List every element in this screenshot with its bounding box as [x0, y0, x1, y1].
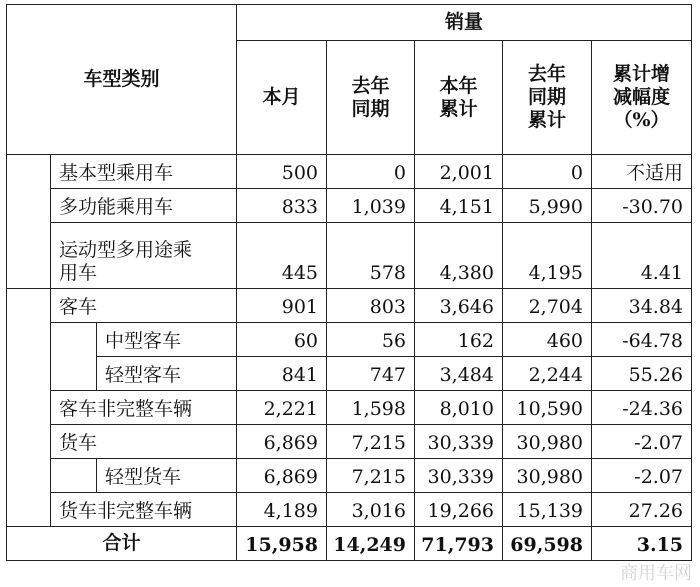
col-header-last-year-month — [327, 41, 415, 155]
table-row — [7, 223, 692, 289]
indent-cell — [51, 459, 97, 493]
row-label — [51, 223, 237, 289]
cell-value: 0 — [503, 155, 592, 189]
cell-value: 2,001 — [415, 155, 503, 189]
table-row — [7, 391, 692, 425]
total-value: 14,249 — [327, 527, 415, 561]
total-value: 15,958 — [237, 527, 327, 561]
col-header-line: 本月 — [262, 86, 301, 109]
row-label-line: 运动型多用途乘 — [59, 239, 193, 262]
total-row — [7, 527, 692, 561]
col-header-this-month — [237, 41, 327, 155]
col-header-line: 本年 — [439, 74, 478, 97]
cell-value: 460 — [503, 323, 592, 357]
cell-value: -24.36 — [592, 391, 692, 425]
cell-value: 3,646 — [415, 289, 503, 323]
row-label: 客车非完整车辆 — [51, 391, 237, 425]
cell-value: 4,195 — [503, 223, 592, 289]
cell-value: 60 — [237, 323, 327, 357]
col-header-line: 减幅度 — [613, 86, 671, 109]
cell-value: 7,215 — [327, 425, 415, 459]
table-row — [7, 459, 692, 493]
row-label-line: 用车 — [59, 262, 98, 285]
category-header: 车型类别 — [7, 5, 237, 155]
row-label: 基本型乘用车 — [51, 155, 237, 189]
cell-value: 34.84 — [592, 289, 692, 323]
col-header-line: 去年 — [527, 63, 566, 86]
cell-value: 30,980 — [503, 425, 592, 459]
col-header-line: 同期 — [351, 97, 390, 120]
cell-value: 3,016 — [327, 493, 415, 527]
cell-value: 10,590 — [503, 391, 592, 425]
cell-value: 4,151 — [415, 189, 503, 223]
cell-value: 445 — [237, 223, 327, 289]
cell-value: 6,869 — [237, 425, 327, 459]
table-row — [7, 425, 692, 459]
cell-value: 162 — [415, 323, 503, 357]
cell-value: 30,980 — [503, 459, 592, 493]
cell-value: 19,266 — [415, 493, 503, 527]
group-commercial — [7, 289, 51, 527]
cell-value: 3,484 — [415, 357, 503, 391]
cell-value: 15,139 — [503, 493, 592, 527]
cell-value: 841 — [237, 357, 327, 391]
col-header-line: 去年 — [351, 74, 390, 97]
table-row — [7, 155, 692, 189]
sales-header: 销量 — [237, 5, 692, 41]
row-label: 轻型客车 — [97, 357, 237, 391]
total-value: 3.15 — [592, 527, 692, 561]
cell-value: -64.78 — [592, 323, 692, 357]
row-label: 客车 — [51, 289, 237, 323]
row-label: 多功能乘用车 — [51, 189, 237, 223]
cell-value: 6,869 — [237, 459, 327, 493]
table-row — [7, 323, 692, 357]
cell-value: 2,244 — [503, 357, 592, 391]
col-header-change-pct — [592, 41, 692, 155]
cell-value: 5,990 — [503, 189, 592, 223]
table-row — [7, 289, 692, 323]
cell-value: 901 — [237, 289, 327, 323]
cell-value: 4,380 — [415, 223, 503, 289]
cell-value: -30.70 — [592, 189, 692, 223]
cell-value: 30,339 — [415, 425, 503, 459]
cell-value: 1,039 — [327, 189, 415, 223]
cell-value: 803 — [327, 289, 415, 323]
cell-value: 500 — [237, 155, 327, 189]
col-header-ytd — [415, 41, 503, 155]
col-header-line: 累计 — [439, 97, 478, 120]
cell-value: 7,215 — [327, 459, 415, 493]
group-passenger — [7, 155, 51, 289]
col-header-line: （%） — [613, 108, 670, 131]
col-header-line: 同期 — [527, 86, 566, 109]
cell-value: 833 — [237, 189, 327, 223]
row-label: 轻型货车 — [97, 459, 237, 493]
cell-value: 578 — [327, 223, 415, 289]
cell-value: 2,704 — [503, 289, 592, 323]
cell-value: 2,221 — [237, 391, 327, 425]
total-label: 合计 — [7, 527, 237, 561]
cell-value: 56 — [327, 323, 415, 357]
cell-value: 1,598 — [327, 391, 415, 425]
cell-value: 8,010 — [415, 391, 503, 425]
cell-value: 747 — [327, 357, 415, 391]
col-header-last-ytd — [503, 41, 592, 155]
sales-table — [6, 4, 692, 561]
table-row — [7, 493, 692, 527]
row-label: 货车 — [51, 425, 237, 459]
row-label: 货车非完整车辆 — [51, 493, 237, 527]
cell-value: 27.26 — [592, 493, 692, 527]
indent-cell — [51, 323, 97, 391]
total-value: 69,598 — [503, 527, 592, 561]
cell-value: 4,189 — [237, 493, 327, 527]
cell-value: -2.07 — [592, 459, 692, 493]
cell-value: 4.41 — [592, 223, 692, 289]
table-row — [7, 357, 692, 391]
cell-value: -2.07 — [592, 425, 692, 459]
watermark: 商用车网 — [620, 563, 692, 584]
row-label: 中型客车 — [97, 323, 237, 357]
cell-value: 0 — [327, 155, 415, 189]
total-value: 71,793 — [415, 527, 503, 561]
cell-value: 30,339 — [415, 459, 503, 493]
col-header-line: 累计增 — [613, 63, 671, 86]
table-row — [7, 189, 692, 223]
cell-value: 不适用 — [592, 155, 692, 189]
cell-value: 55.26 — [592, 357, 692, 391]
col-header-line: 累计 — [527, 108, 566, 131]
